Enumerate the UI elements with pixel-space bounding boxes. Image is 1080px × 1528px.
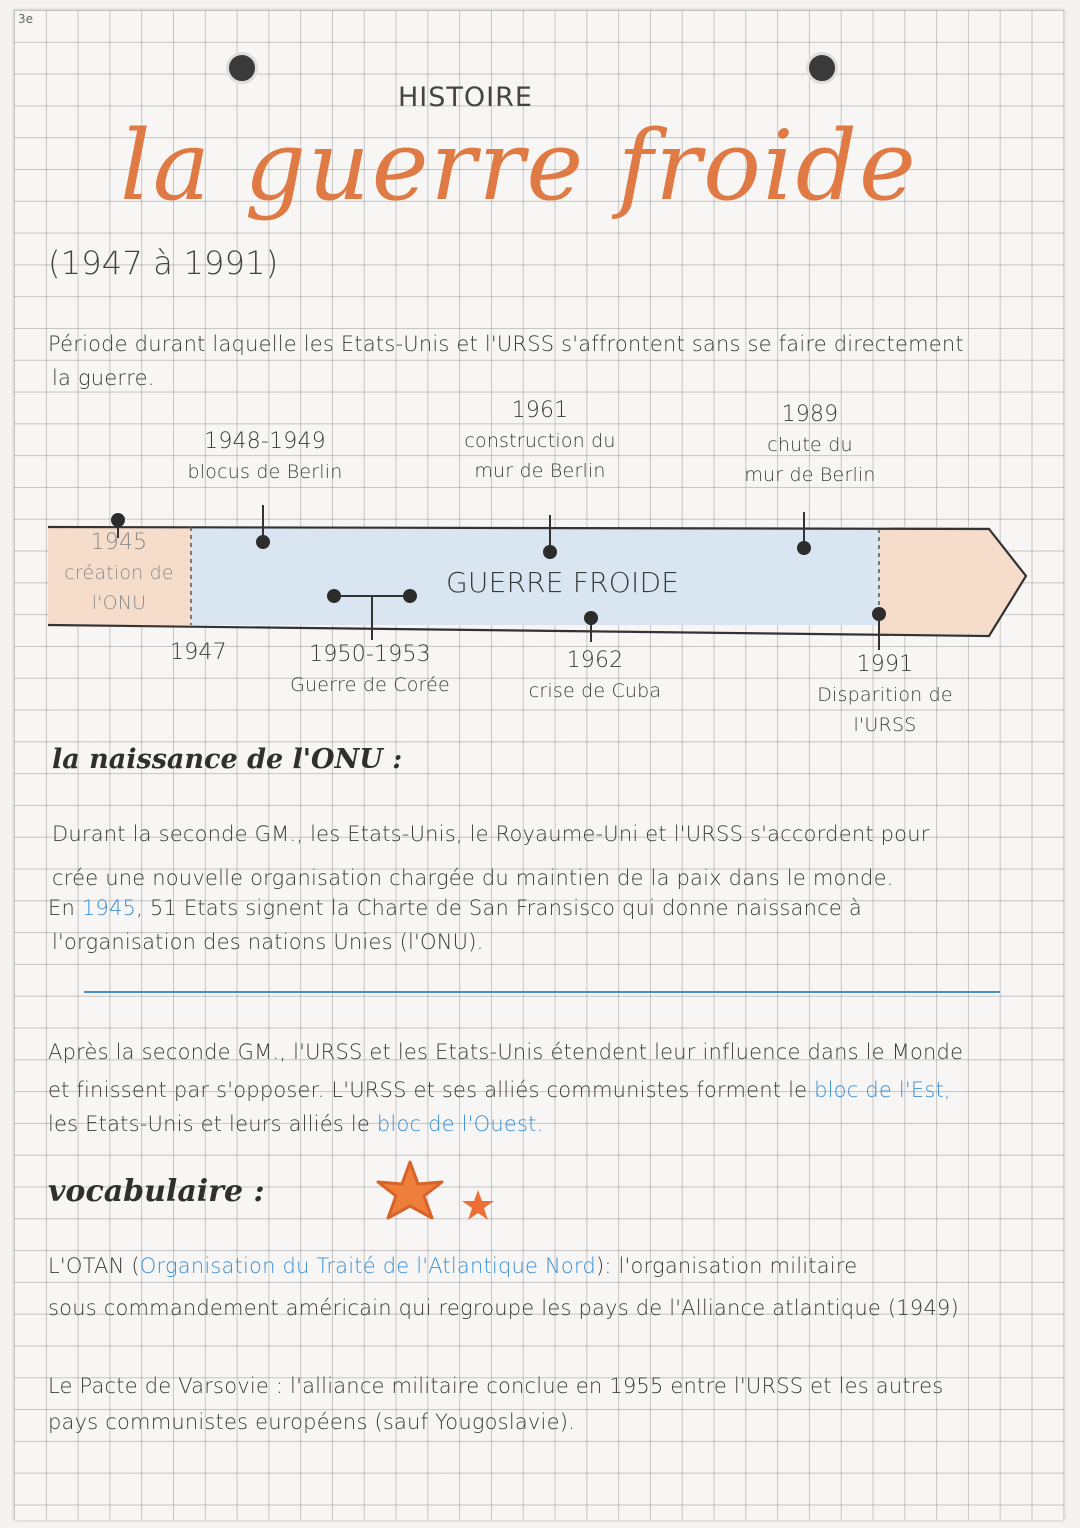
onu-line-3-text: 51 Etats signent la Charte de San Fransisco qui donne naissance à xyxy=(149,896,862,920)
event-1991-year: 1991 xyxy=(856,652,914,677)
marker-1989 xyxy=(797,541,811,555)
event-1989-line-2: mur de Berlin xyxy=(744,464,876,486)
onu-line-3-year: 1945 xyxy=(81,896,137,920)
definition-line-2: la guerre. xyxy=(52,366,155,390)
event-1961-year: 1961 xyxy=(511,398,569,423)
event-1962-line-1: crise de Cuba xyxy=(528,680,662,702)
event-1950-line-1: Guerre de Corée xyxy=(290,674,450,696)
subject-heading: HISTOIRE xyxy=(398,82,533,113)
timeline-band-label: GUERRE FROIDE xyxy=(446,566,680,599)
event-1991-line-2: l'URSS xyxy=(853,714,917,736)
marker-1962 xyxy=(584,611,598,625)
marker-1950 xyxy=(327,589,341,603)
event-1989-year: 1989 xyxy=(781,402,839,427)
event-1991 xyxy=(800,650,970,740)
onu-heading: la naissance de l'ONU : xyxy=(52,744,403,775)
otan-paren-open: ( xyxy=(124,1254,140,1278)
otan-expansion: Organisation du Traité de l'Atlantique Nord xyxy=(139,1254,596,1278)
marker-1961 xyxy=(543,545,557,559)
timeline-end-fill xyxy=(879,527,1026,634)
blocs-line-3-text: les Etats-Unis et leurs alliés le xyxy=(48,1112,377,1136)
event-1961-line-1: construction du xyxy=(464,430,616,452)
event-1948 xyxy=(180,427,350,487)
event-1950 xyxy=(280,640,460,700)
event-1991-line-1: Disparition de xyxy=(817,684,953,706)
section-divider xyxy=(84,991,1000,993)
varsovie-term: Le Pacte de Varsovie xyxy=(48,1374,270,1398)
onu-line-3-sep: , xyxy=(136,896,150,920)
event-1945-line-1: création de xyxy=(64,562,174,584)
otan-line-1 xyxy=(48,1250,857,1283)
varsovie-def-1: : l'alliance militaire conclue en 1955 entre l'URSS et les autres xyxy=(269,1374,944,1398)
event-1945-year: 1945 xyxy=(90,530,148,555)
event-1962-year: 1962 xyxy=(566,648,624,673)
vocab-heading: vocabulaire : xyxy=(48,1174,265,1209)
definition-line-1: Période durant laquelle les Etats-Unis et l'URSS s'affrontent sans se faire directement xyxy=(48,332,964,356)
page-title: la guerre froide xyxy=(120,110,918,222)
event-1945 xyxy=(54,528,184,618)
varsovie-line-1 xyxy=(48,1370,943,1403)
blocs-line-1: Après la seconde GM., l'URSS et les Etats-Unis étendent leur influence dans le Monde xyxy=(48,1040,964,1064)
event-1947-year: 1947 xyxy=(170,640,227,665)
onu-line-4: l'organisation des nations Unies (l'ONU). xyxy=(52,930,484,954)
onu-line-3 xyxy=(48,892,862,925)
bloc-ouest-term: bloc de l'Ouest. xyxy=(376,1112,544,1136)
event-1950-year: 1950-1953 xyxy=(309,642,431,667)
varsovie-line-2: pays communistes européens (sauf Yougoslavie). xyxy=(48,1410,575,1434)
otan-term: L'OTAN xyxy=(48,1254,125,1278)
event-1989 xyxy=(720,400,900,490)
blocs-line-3 xyxy=(48,1108,543,1141)
blocs-line-2-text: et finissent par s'opposer. L'URSS et ses alliés communistes forment le xyxy=(48,1078,815,1102)
bloc-est-term: bloc de l'Est, xyxy=(814,1078,951,1102)
blocs-line-2 xyxy=(48,1074,951,1107)
otan-def-1: l'organisation militaire xyxy=(611,1254,858,1278)
date-range: (1947 à 1991) xyxy=(48,244,279,282)
marker-1991 xyxy=(872,607,886,621)
marker-1948 xyxy=(256,535,270,549)
onu-line-2: crée une nouvelle organisation chargée du maintien de la paix dans le monde. xyxy=(52,866,894,890)
event-1948-line-1: blocus de Berlin xyxy=(187,461,343,483)
event-1989-line-1: chute du xyxy=(767,434,853,456)
event-1961-line-2: mur de Berlin xyxy=(474,460,606,482)
event-1948-year: 1948-1949 xyxy=(204,429,326,454)
corner-mark: 3e xyxy=(18,12,34,26)
marker-1945 xyxy=(111,513,125,527)
event-1961 xyxy=(450,396,630,486)
otan-paren-close: ): xyxy=(595,1254,612,1278)
event-1962 xyxy=(510,646,680,706)
event-1945-line-2: l'ONU xyxy=(91,592,147,614)
onu-line-3-prefix: En xyxy=(48,896,82,920)
otan-line-2: sous commandement américain qui regroupe les pays de l'Alliance atlantique (1949) xyxy=(48,1296,959,1320)
marker-1953 xyxy=(403,589,417,603)
onu-line-1: Durant la seconde GM., les Etats-Unis, le Royaume-Uni et l'URSS s'accordent pour xyxy=(52,822,930,846)
star-doodle-icon xyxy=(366,1156,506,1228)
